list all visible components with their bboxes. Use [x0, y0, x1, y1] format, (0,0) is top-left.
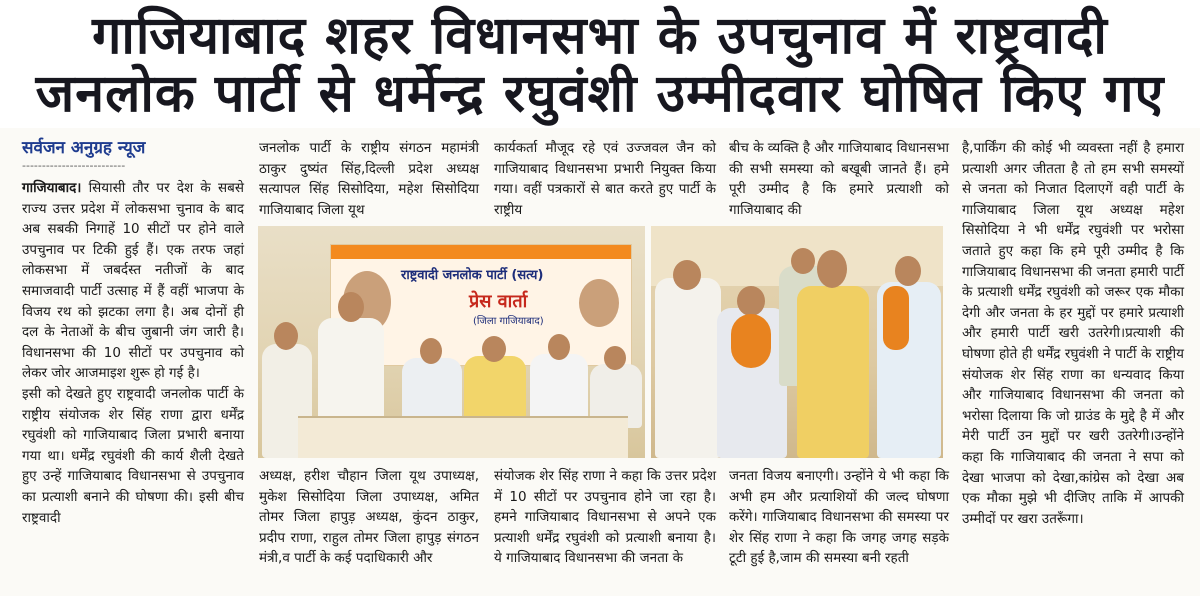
column-1 — [22, 138, 244, 528]
speaker-head — [338, 292, 364, 322]
paragraph: अध्यक्ष, हरीश चौहान जिला यूथ उपाध्यक्ष, मुकेश सिसोदिया जिला उपाध्यक्ष, अमित तोमर जिला हापुड़ अध्यक्ष, कुंदन ठाकुर, प्रदीप राणा, राहुल तोमर जिला हापुड़ संगठन मंत्री,व पार्टी के कई पदाधिकारी और — [259, 468, 479, 567]
flower-garland — [731, 314, 771, 368]
headline-block — [0, 0, 1200, 128]
person-head — [604, 346, 626, 370]
person-head — [791, 248, 815, 274]
column-2-top — [259, 138, 479, 220]
person-head — [274, 322, 298, 350]
banner-event-title: प्रेस वार्ता — [469, 291, 528, 312]
person — [797, 286, 869, 458]
banner-district: (जिला गाजियाबाद) — [473, 316, 544, 327]
dateline: गाजियाबाद। — [22, 180, 82, 196]
person-head — [673, 260, 701, 290]
byline-divider: -------------------------- — [22, 160, 126, 172]
paragraph: बीच के व्यक्ति है और गाजियाबाद विधानसभा की सभी समस्या को बखूबी जानते हैं। हमे पूरी उम्मीद है कि हमारे प्रत्याशी को गाजियाबाद की — [729, 140, 949, 218]
column-2-bottom — [259, 466, 479, 569]
flower-garland — [883, 286, 909, 350]
banner-top-stripe — [331, 245, 631, 259]
paragraph: संयोजक शेर सिंह राणा ने कहा कि उत्तर प्रदेश में 10 सीटों पर उपचुनाव होने जा रहा है। हमने गाजियाबाद विधानसभा से अपने एक प्रत्याशी धर्मेंद्र रघुवंशी को प्रत्याशी बनाया है। ये गाजियाबाद विधानसभा की जनता के — [494, 468, 716, 567]
column-4-bottom — [729, 466, 949, 569]
paragraph: इसी को देखते हुए राष्ट्रवादी जनलोक पार्टी के राष्ट्रीय संयोजक शेर सिंह राणा द्वारा धर्मेंद्र रघुवंशी को गाजियाबाद जिला प्रभारी बनाया गया था। धर्मेंद्र रघुवंशी की कार्य शैली देखते हुए उन्हें गाजियाबाद विधानसभा से उपचुनाव का प्रत्याशी बनाने की घोषणा की। इसी बीच राष्ट्रवादी — [22, 385, 244, 526]
column-4-top — [729, 138, 949, 220]
candidate-head — [482, 336, 506, 362]
press-table — [298, 416, 628, 458]
paragraph: जनता विजय बनाएगी। उन्होंने ये भी कहा कि अभी हम और प्रत्याशियों की जल्द घोषणा करेंगे। गाजियाबाद विधानसभा की समस्या पर शेर सिंह राणा ने कहा कि जगह जगह सड़के टूटी हुई है,जाम की समस्या बनी रहती — [729, 468, 949, 567]
column-3-top — [494, 138, 716, 220]
candidate-head — [737, 286, 765, 316]
column-5 — [962, 138, 1184, 529]
column-3-bottom — [494, 466, 716, 569]
person-head — [895, 256, 921, 286]
press-conference-photo — [258, 226, 645, 458]
person — [655, 278, 721, 458]
byline-brand: सर्वजन अनुग्रह न्यूज — [22, 138, 146, 158]
paragraph-text: सियासी तौर पर देश के सबसे राज्य उत्तर प्रदेश में लोकसभा चुनाव के बाद अब सबकी निगाहें 10 सीटों पर होने वाले उपचुनाव पर टिकी हुई हैं। एक तरफ जहां लोकसभा में जबर्दस्त नतीजों के बाद समाजवादी पार्टी उत्साह में हैं वहीं भाजपा के विजय रथ को झटका लगा है। अब दोनों ही दल के नेताओं के बीच जुबानी जंग जारी है। विधानसभा की 10 सीटों पर उपचुनाव को लेकर जोर आजमाइश शुरू हो गई है। — [22, 180, 244, 382]
person-head — [420, 338, 442, 364]
banner-portrait — [579, 279, 619, 327]
paragraph — [22, 178, 244, 384]
banner-party-name: राष्ट्रवादी जनलोक पार्टी (सत्य) — [401, 268, 544, 283]
headline-line-2: जनलोक पार्टी से धर्मेन्द्र रघुवंशी उम्मीदवार घोषित किए गए — [35, 64, 1165, 124]
headline-line-1: गाजियाबाद शहर विधानसभा के उपचुनाव में राष्ट्रवादी — [92, 6, 1108, 66]
candidate-felicitation-photo — [651, 226, 943, 458]
paragraph: है,पार्किंग की कोई भी व्यवस्ता नहीं है हमारा प्रत्याशी अगर जीतता है तो हम सभी समस्यों से जनता को निजात दिलाएगें वही पार्टी के गाजियाबाद जिला यूथ अध्यक्ष महेश सिसोदिया ने भी धर्मेंद्र रघुवंशी पर भरोसा जताते हुए कहा कि हमे पूरी उम्मीद है कि गाजियाबाद विधानसभा की जनता हमारी पार्टी के प्रत्याशी धर्मेंद्र रघुवंशी को जरूर एक मौका देगी और जनता के हर मुद्दों पर हमारे प्रत्याशी और हमारी पार्टी खरी उतरेगी।प्रत्याशी की घोषणा होते ही धर्मेंद्र रघुवंशी ने पार्टी के राष्ट्रीय संयोजक शेर सिंह राणा का धन्यवाद किया और गाजियाबाद विधानसभा की जनता को भरोसा दिलाया कि जो ग्राउंड के मुद्दे है में और मेरी पार्टी उन मुद्दों पर खरी उतरेगी।उन्होंने कहा कि गाजियाबाद की जनता ने सपा को देखा भाजपा को देखा,कांग्रेस को देखा अब एक मौका मुझे भी दीजिए ताकि में आपकी उम्मीदों पर खरा उतरूँगा। — [962, 140, 1184, 527]
person-head — [548, 334, 570, 360]
paragraph: कार्यकर्ता मौजूद रहे एवं उज्जवल जैन को गाजियाबाद विधानसभा प्रभारी नियुक्त किया गया। वहीं पत्रकारों से बात करते हुए पार्टी के राष्ट्रीय — [494, 140, 716, 218]
paragraph: जनलोक पार्टी के राष्ट्रीय संगठन महामंत्री ठाकुर दुष्यंत सिंह,दिल्ली प्रदेश अध्यक्ष सत्यापल सिंह सिसोदिया, महेश सिसोदिया गाजियाबाद जिला यूथ — [259, 140, 479, 218]
person-head — [817, 250, 847, 288]
